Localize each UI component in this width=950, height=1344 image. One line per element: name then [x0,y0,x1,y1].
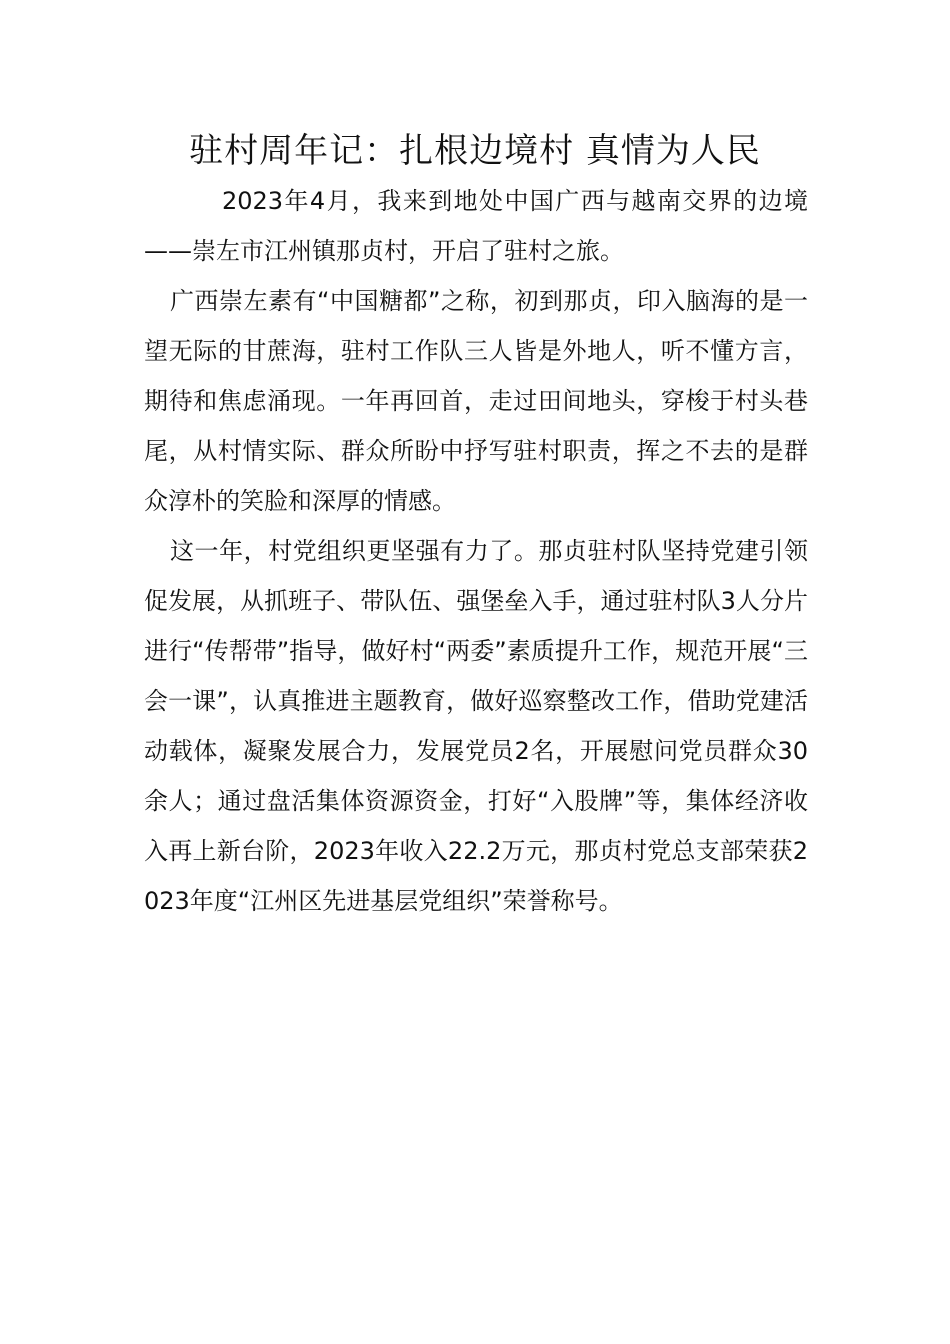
paragraph-1: 2023年4月，我来到地处中国广西与越南交界的边境——崇左市江州镇那贞村，开启了驻村之旅。 [144,187,808,265]
paragraph-3: 这一年，村党组织更坚强有力了。那贞驻村队坚持党建引领促发展，从抓班子、带队伍、强堡垒入手，通过驻村队3人分片进行“传帮带”指导，做好村“两委”素质提升工作，规范开展“三会一课”，认真推进主题教育，做好巡察整改工作，借助党建活动载体，凝聚发展合力，发展党员2名，开展慰问党员群众30余人；通过盘活集体资源资金，打好“入股牌”等，集体经济收入再上新台阶，2023年收入22.2万元，那贞村党总支部荣获2023年度“江州区先进基层党组织”荣誉称号。 [144,537,808,915]
document-body [144,176,808,926]
document-title: 驻村周年记：扎根边境村 真情为人民 [189,131,761,171]
paragraph-2: 广西崇左素有“中国糖都”之称，初到那贞，印入脑海的是一望无际的甘蔗海，驻村工作队三人皆是外地人，听不懂方言，期待和焦虑涌现。一年再回首，走过田间地头，穿梭于村头巷尾，从村情实际、群众所盼中抒写驻村职责，挥之不去的是群众淳朴的笑脸和深厚的情感。 [144,287,808,515]
